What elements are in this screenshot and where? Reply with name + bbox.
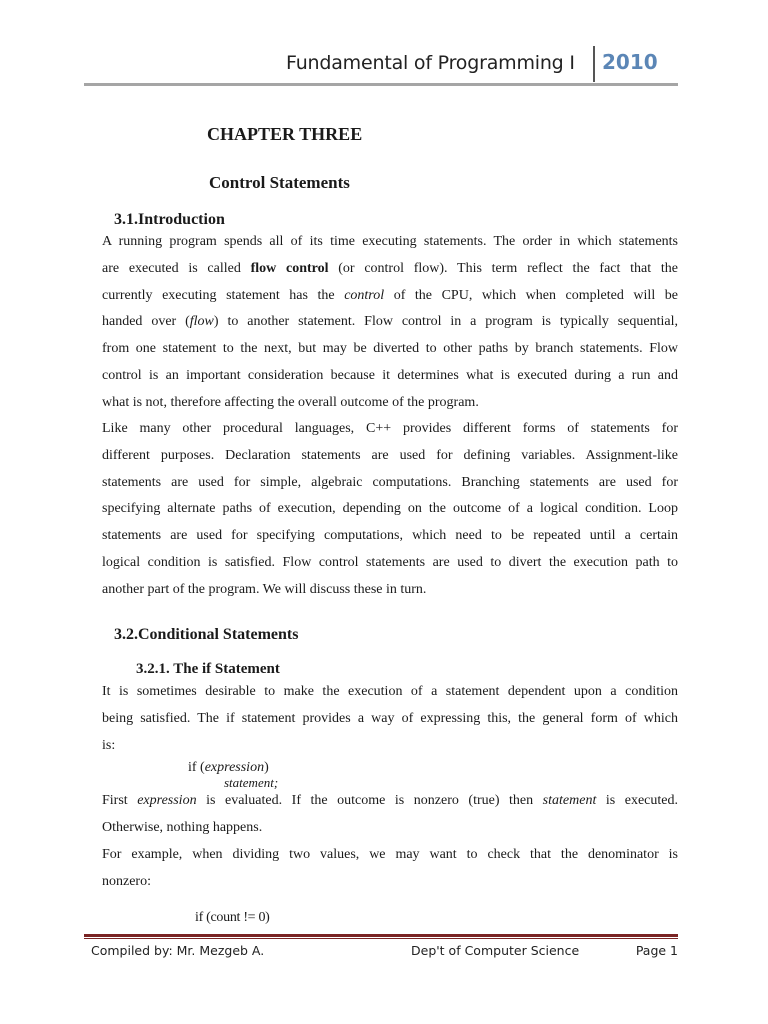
code-if-form: if (expression) [188, 760, 269, 775]
chapter-heading: CHAPTER THREE [207, 124, 363, 144]
paragraph-if-intro [102, 679, 678, 759]
code-statement: statement; [224, 775, 279, 790]
bold-term: flow control [250, 260, 329, 276]
text-line: It is sometimes desirable to make the execution of a statement dependent upon a condition [102, 684, 678, 699]
chapter-title: Control Statements [209, 173, 350, 192]
paragraph-intro [102, 229, 678, 417]
text-line: statements are used for simple, algebraic computations. Branching statements are used for [102, 474, 678, 490]
text-line: what is not, therefore affecting the overall outcome of the program. [102, 394, 479, 410]
text-line: specifying alternate paths of execution, depending on the outcome of a logical condition. Loop [102, 501, 678, 517]
text-line: statements are used for specifying computations, which need to be repeated until a certain [102, 528, 678, 544]
text-line: currently executing statement has the control of the CPU, which when completed will be [102, 287, 678, 303]
code-example: if (count != 0) [195, 910, 270, 925]
text-line: Like many other procedural languages, C++ provides different forms of statements for [102, 421, 678, 436]
text-line: handed over (flow) to another statement. Flow control in a program is typically sequential, [102, 314, 678, 330]
page-header [286, 50, 658, 82]
text-line: logical condition is satisfied. Flow control statements are used to divert the execution path to [102, 554, 678, 570]
text-line: nonzero: [102, 873, 151, 889]
italic-term: flow [189, 314, 214, 330]
text-line: different purposes. Declaration statements are used for defining variables. Assignment-like [102, 447, 678, 463]
section-heading-conditional: 3.2.Conditional Statements [114, 626, 299, 643]
text-line: being satisfied. The if statement provides a way of expressing this, the general form of which [102, 710, 678, 726]
paragraph-example [102, 842, 678, 896]
footer-page-number: Page 1 [635, 943, 678, 958]
text-line: First expression is evaluated. If the outcome is nonzero (true) then statement is executed. [102, 793, 678, 808]
header-title: Fundamental of Programming I [286, 52, 575, 74]
footer-author: Compiled by: Mr. Mezgeb A. [91, 943, 265, 958]
text-line: For example, when dividing two values, we may want to check that the denominator is [102, 847, 678, 862]
footer-rule [84, 934, 678, 937]
header-separator [593, 46, 595, 82]
text-line: A running program spends all of its time executing statements. The order in which statements [102, 234, 678, 249]
text-line: another part of the program. We will discuss these in turn. [102, 581, 427, 597]
text-line: are executed is called flow control (or control flow). This term reflect the fact that the [102, 260, 678, 276]
subsection-heading-if: 3.2.1. The if Statement [136, 661, 280, 677]
header-rule [84, 83, 678, 86]
footer-department: Dep't of Computer Science [411, 943, 580, 958]
paragraph-if-semantics [102, 788, 678, 842]
text-line: from one statement to the next, but may be diverted to other paths by branch statements. Flow [102, 341, 678, 357]
text-line: control is an important consideration because it determines what is executed during a run and [102, 367, 678, 383]
paragraph-statement-types [102, 416, 678, 604]
text-line: Otherwise, nothing happens. [102, 819, 263, 835]
italic-term: control [344, 287, 385, 303]
text-line: is: [102, 737, 116, 753]
section-heading-intro: 3.1.Introduction [114, 211, 225, 228]
header-year: 2010 [602, 50, 658, 74]
footer-rule-thin [84, 938, 678, 939]
